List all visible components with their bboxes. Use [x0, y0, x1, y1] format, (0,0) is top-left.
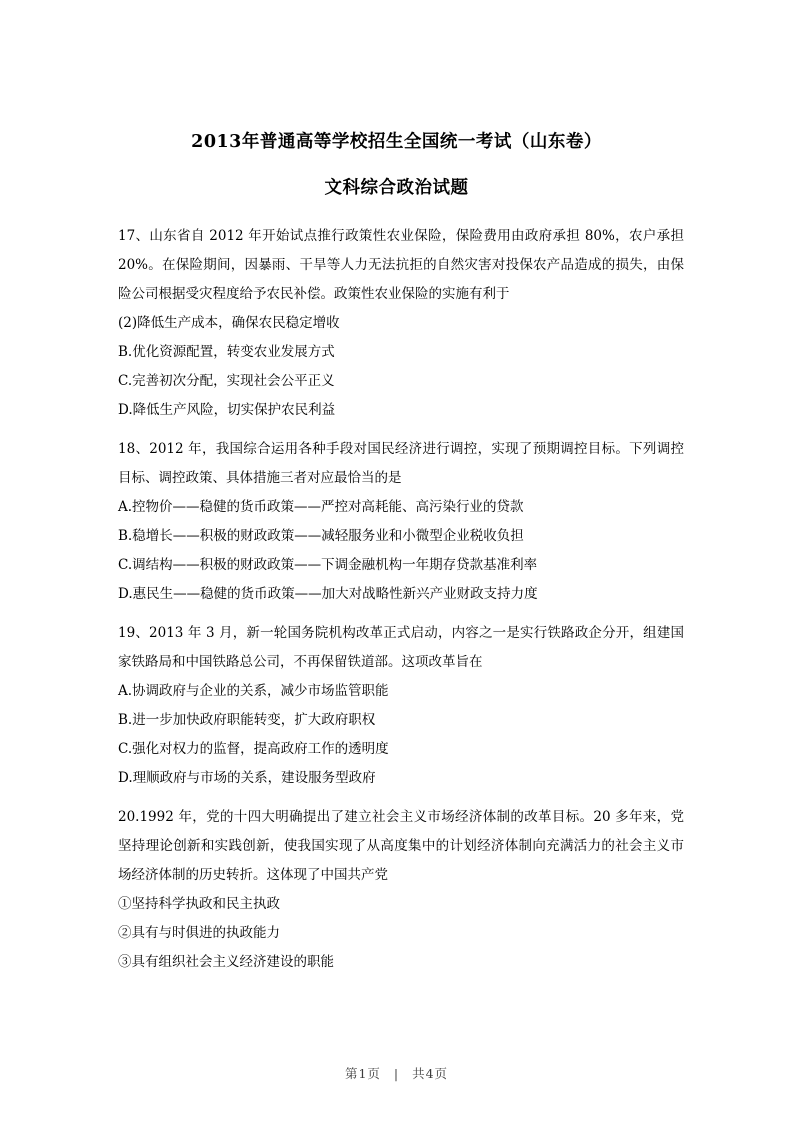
page-footer — [0, 1064, 793, 1082]
page-title: 2013年普通高等学校招生全国统一考试（山东卷） — [191, 132, 602, 152]
question-option: D.降低生产风险，切实保护农民利益 — [118, 402, 336, 418]
question-option: A.控物价——稳健的货币政策——严控对高耗能、高污染行业的贷款 — [118, 499, 524, 515]
question-option: (2)降低生产成本，确保农民稳定增收 — [118, 315, 340, 331]
question-stem: 20.1992 年，党的十四大明确提出了建立社会主义市场经济体制的改革目标。20 多年来，党坚持理论创新和实践创新，使我国实现了从高度集中的计划经济体制向充满活力的社会主义市场经济体制的历史转折。这体现了中国共产党 — [118, 809, 684, 883]
page-subtitle: 文科综合政治试题 — [324, 178, 469, 198]
question-block — [118, 803, 684, 977]
question-option: B.优化资源配置，转变农业发展方式 — [118, 344, 335, 360]
question-option: ①坚持科学执政和民主执政 — [118, 896, 280, 912]
question-block — [118, 222, 684, 425]
question-option: ②具有与时俱进的执政能力 — [118, 925, 280, 941]
document-body — [118, 222, 684, 987]
question-option: D.理顺政府与市场的关系，建设服务型政府 — [118, 770, 376, 786]
question-stem: 17、山东省自 2012 年开始试点推行政策性农业保险，保险费用由政府承担 80%，农户承担 20%。在保险期间，因暴雨、干旱等人力无法抗拒的自然灾害对投保农产品造成的损失，由保险公司根据受灾程度给予农民补偿。政策性农业保险的实施有利于 — [118, 228, 684, 302]
question-option: D.惠民生——稳健的货币政策——加大对战略性新兴产业财政支持力度 — [118, 586, 538, 602]
question-option: C.调结构——积极的财政政策——下调金融机构一年期存贷款基准利率 — [118, 557, 538, 573]
footer-total-pages: 共4页 — [412, 1066, 449, 1081]
question-option: C.强化对权力的监督，提高政府工作的透明度 — [118, 741, 389, 757]
question-option: B.稳增长——积极的财政政策——减轻服务业和小微型企业税收负担 — [118, 528, 524, 544]
question-stem: 19、2013 年 3 月，新一轮国务院机构改革正式启动，内容之一是实行铁路政企分开，组建国家铁路局和中国铁路总公司，不再保留铁道部。这项改革旨在 — [118, 625, 684, 670]
question-block — [118, 435, 684, 609]
question-stem: 18、2012 年，我国综合运用各种手段对国民经济进行调控，实现了预期调控目标。下列调控目标、调控政策、具体措施三者对应最恰当的是 — [118, 441, 684, 486]
question-block — [118, 619, 684, 793]
question-option: ③具有组织社会主义经济建设的职能 — [118, 954, 334, 970]
footer-current-page: 第1页 — [344, 1066, 381, 1081]
question-option: A.协调政府与企业的关系，减少市场监管职能 — [118, 683, 389, 699]
question-option: C.完善初次分配，实现社会公平正义 — [118, 373, 335, 389]
footer-separator: | — [393, 1066, 400, 1081]
question-option: B.进一步加快政府职能转变，扩大政府职权 — [118, 712, 376, 728]
